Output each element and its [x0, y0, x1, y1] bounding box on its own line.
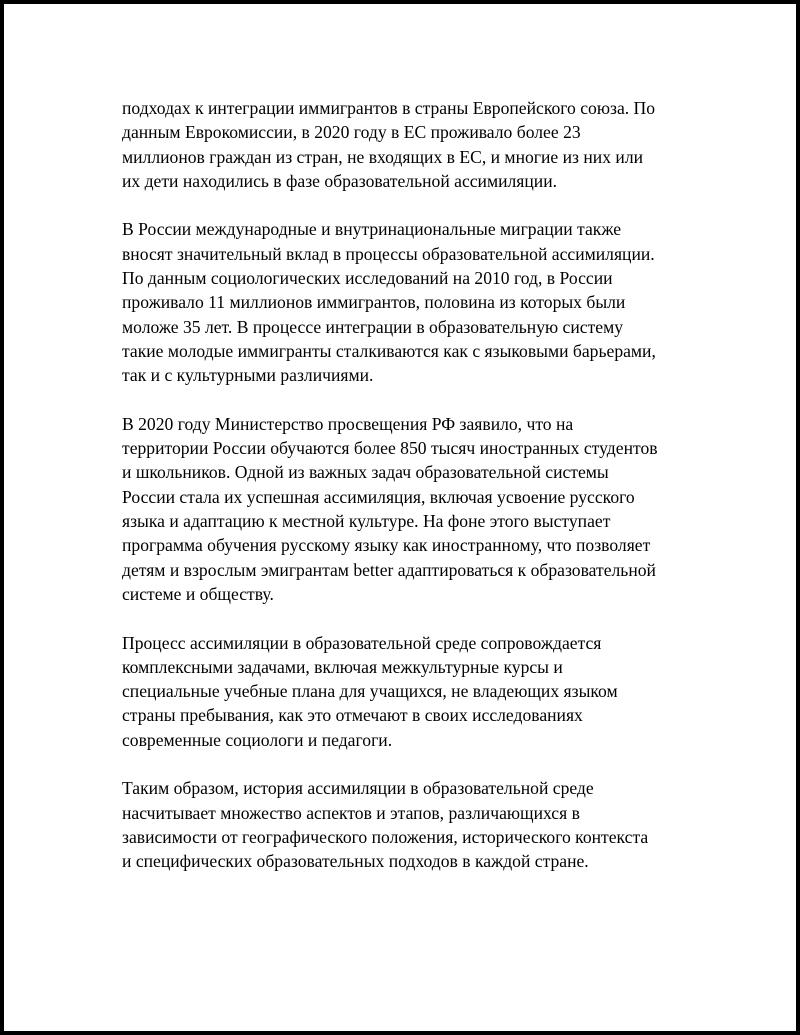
- text-line: детям и взрослым эмигрантам better адаптироваться к образовательной: [122, 559, 656, 580]
- text-line: России стала их успешная ассимиляция, включая усвоение русского: [122, 486, 635, 507]
- paragraph-3: [122, 412, 702, 606]
- text-line: моложе 35 лет. В процессе интеграции в образовательную систему: [122, 316, 624, 337]
- text-line: подходах к интеграции иммигрантов в страны Европейского союза. По: [122, 98, 656, 118]
- paragraph-5: [122, 776, 702, 873]
- text-line: так и с культурными различиями.: [122, 365, 374, 386]
- text-line: зависимости от географического положения, исторического контекста: [122, 826, 649, 847]
- paragraph-4: [122, 631, 702, 752]
- text-line: Таким образом, история ассимиляции в образовательной среде: [122, 778, 594, 799]
- text-line: и школьников. Одной из важных задач образовательной системы: [122, 462, 609, 483]
- text-line: вносят значительный вклад в процессы образовательной ассимиляции.: [122, 243, 655, 264]
- text-line: миллионов граждан из стран, не входящих в ЕС, и многие из них или: [122, 146, 644, 167]
- text-line: По данным социологических исследований на 2010 год, в России: [122, 268, 613, 289]
- text-line: специальные учебные плана для учащихся, не владеющих языком: [122, 681, 618, 702]
- text-line: современные социологи и педагоги.: [122, 729, 393, 750]
- text-line: такие молодые иммигранты сталкиваются как с языковыми барьерами,: [122, 340, 656, 361]
- text-line: и специфических образовательных подходов в каждой стране.: [122, 851, 589, 872]
- text-line: Процесс ассимиляции в образовательной среде сопровождается: [122, 632, 602, 653]
- text-line: комплексными задачами, включая межкультурные курсы и: [122, 656, 563, 677]
- text-line: насчитывает множество аспектов и этапов, различающихся в: [122, 802, 580, 823]
- text-line: В России международные и внутринациональные миграции также: [122, 219, 622, 240]
- text-line: языка и адаптацию к местной культуре. На фоне этого выступает: [122, 511, 611, 532]
- text-line: системе и обществу.: [122, 583, 274, 604]
- paragraph-2: [122, 217, 702, 387]
- text-line: территории России обучаются более 850 тысяч иностранных студентов: [122, 438, 658, 459]
- text-line: страны пребывания, как это отмечают в своих исследованиях: [122, 705, 583, 726]
- text-line: программа обучения русскому языку как иностранному, что позволяет: [122, 535, 651, 556]
- paragraph-1: [122, 96, 702, 193]
- document-body: [122, 96, 702, 898]
- text-line: В 2020 году Министерство просвещения РФ заявило, что на: [122, 413, 574, 434]
- text-line: данным Еврокомиссии, в 2020 году в ЕС проживало более 23: [122, 122, 581, 143]
- text-line: их дети находились в фазе образовательной ассимиляции.: [122, 170, 558, 191]
- text-line: проживало 11 миллионов иммигрантов, половина из которых были: [122, 292, 626, 313]
